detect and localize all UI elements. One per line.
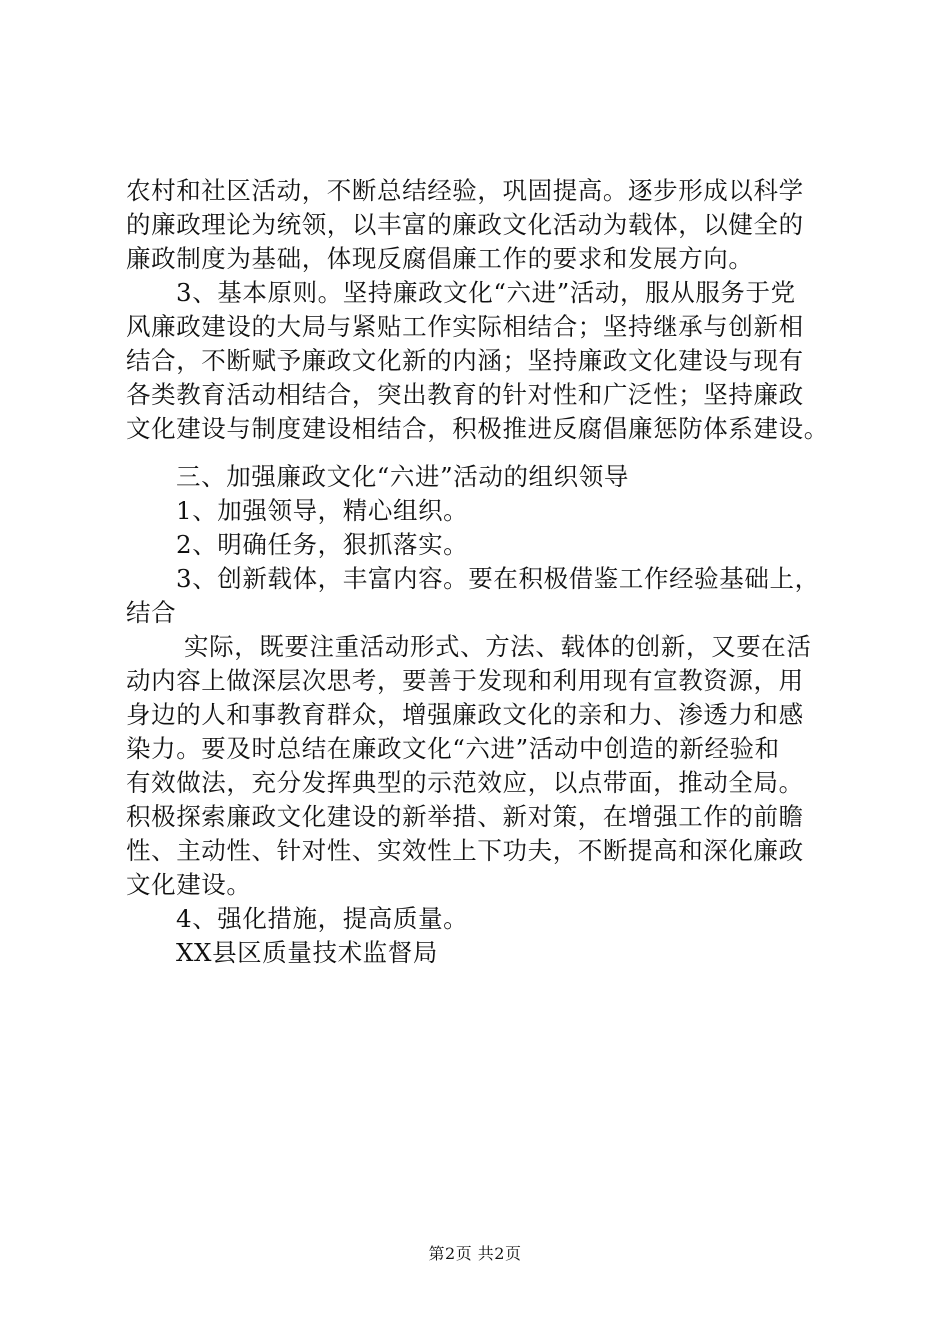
list-item: 3、创新载体，丰富内容。要在积极借鉴工作经验基础上，	[176, 564, 820, 593]
body-line: 有效做法，充分发挥典型的示范效应，以点带面，推动全局。	[126, 768, 804, 797]
body-line: 文化建设与制度建设相结合，积极推进反腐倡廉惩防体系建设。	[126, 414, 829, 443]
paragraph-start: 实际，既要注重活动形式、方法、载体的创新，又要在活	[184, 632, 812, 661]
body-line: 染力。要及时总结在廉政文化“六进”活动中创造的新经验和	[126, 734, 780, 763]
body-line: 积极探索廉政文化建设的新举措、新对策，在增强工作的前瞻	[126, 802, 804, 831]
body-line: 性、主动性、针对性、实效性上下功夫，不断提高和深化廉政	[126, 836, 804, 865]
body-line: 廉政制度为基础，体现反腐倡廉工作的要求和发展方向。	[126, 244, 754, 273]
body-line: 结合，不断赋予廉政文化新的内涵；坚持廉政文化建设与现有	[126, 346, 804, 375]
body-line: 动内容上做深层次思考，要善于发现和利用现有宣教资源，用	[126, 666, 804, 695]
body-line: 身边的人和事教育群众，增强廉政文化的亲和力、渗透力和感	[126, 700, 804, 729]
section-heading: 三、加强廉政文化“六进”活动的组织领导	[176, 462, 629, 491]
body-line: 结合	[126, 598, 177, 627]
page-number-footer: 第2页 共2页	[428, 1244, 522, 1263]
body-line: 文化建设。	[126, 870, 252, 899]
body-line: 风廉政建设的大局与紧贴工作实际相结合；坚持继承与创新相	[126, 312, 804, 341]
signature-organization: XX县区质量技术监督局	[176, 938, 438, 967]
body-line: 各类教育活动相结合，突出教育的针对性和广泛性；坚持廉政	[126, 380, 804, 409]
document-body	[126, 174, 846, 970]
principles-paragraph-start: 3、基本原则。坚持廉政文化“六进”活动，服从服务于党	[176, 278, 796, 307]
body-line: 农村和社区活动，不断总结经验，巩固提高。逐步形成以科学	[126, 176, 804, 205]
list-item: 2、明确任务，狠抓落实。	[176, 530, 469, 559]
list-item: 1、加强领导，精心组织。	[176, 496, 469, 525]
list-item: 4、强化措施，提高质量。	[176, 904, 469, 933]
body-line: 的廉政理论为统领，以丰富的廉政文化活动为载体，以健全的	[126, 210, 804, 239]
